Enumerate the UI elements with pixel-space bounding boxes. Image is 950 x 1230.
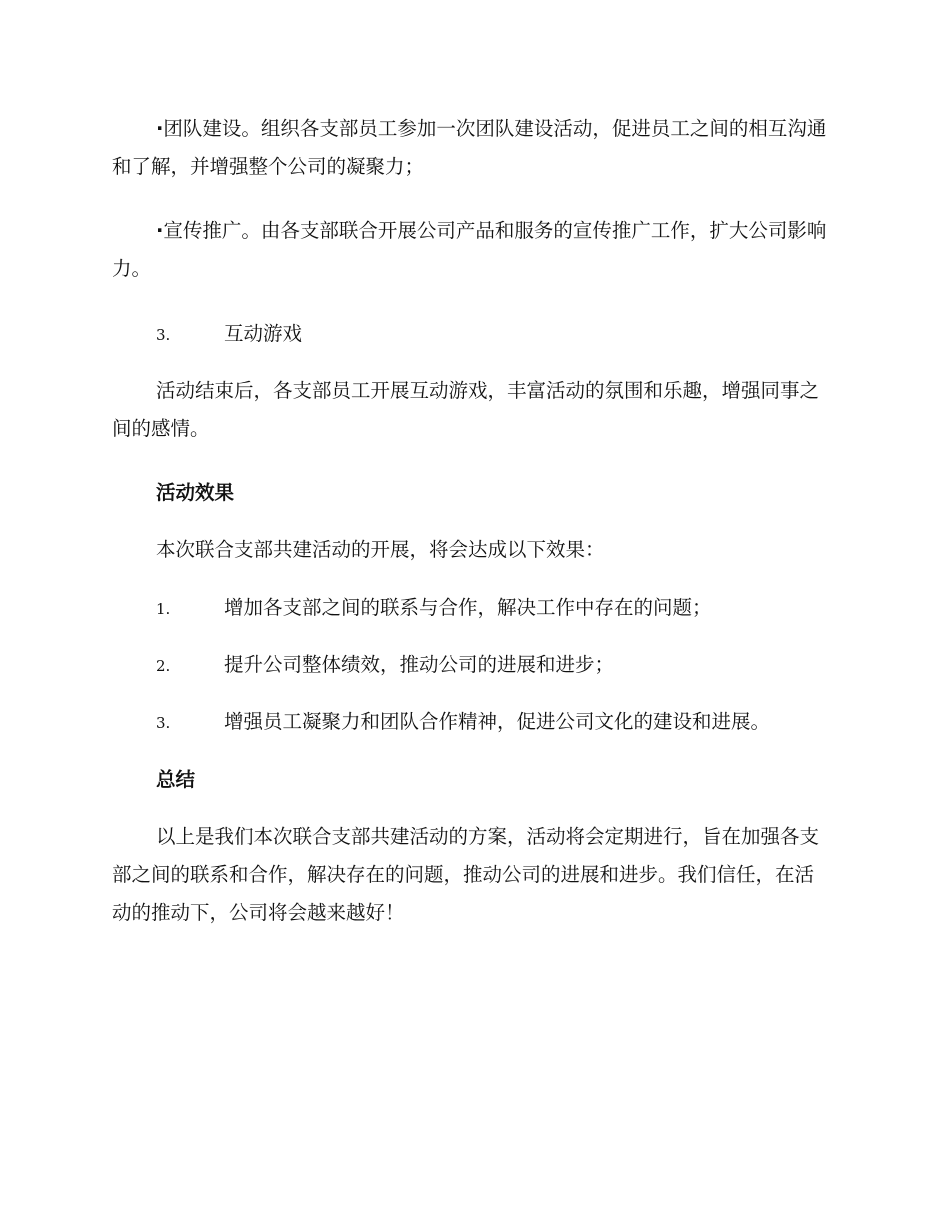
item-text: 增加各支部之间的联系与合作，解决工作中存在的问题； [224,596,712,619]
item-text: 互动游戏 [224,322,303,345]
numbered-item-interactive-games [156,315,302,354]
item-number: 3. [156,714,171,732]
item-number: 1. [156,600,171,618]
bullet-paragraph-promotion [112,212,832,288]
numbered-item [156,589,712,628]
item-number: 2. [156,657,171,675]
effects-intro: 本次联合支部共建活动的开展，将会达成以下效果： [156,538,605,561]
bullet-text: 团队建设。组织各支部员工参加一次团队建设活动，促进员工之间的相互沟通和了解，并增强整个公司的凝聚力； [112,117,827,178]
games-paragraph: 活动结束后，各支部员工开展互动游戏，丰富活动的氛围和乐趣，增强同事之间的感情。 [112,379,820,440]
bullet-marker: · [156,219,164,242]
bullet-marker: · [156,117,164,140]
numbered-item [156,646,614,685]
section-heading-summary: 总结 [156,768,196,791]
numbered-item [156,703,770,742]
section-heading-effects: 活动效果 [156,481,235,504]
item-text: 提升公司整体绩效，推动公司的进展和进步； [224,653,615,676]
bullet-text: 宣传推广。由各支部联合开展公司产品和服务的宣传推广工作，扩大公司影响力。 [112,219,827,280]
item-text: 增强员工凝聚力和团队合作精神，促进公司文化的建设和进展。 [224,710,771,733]
item-number: 3. [156,326,171,344]
bullet-paragraph-team-building [112,110,832,186]
summary-paragraph: 以上是我们本次联合支部共建活动的方案，活动将会定期进行，旨在加强各支部之间的联系和合作，解决存在的问题，推动公司的进展和进步。我们信任，在活动的推动下，公司将会越来越好！ [112,825,820,924]
